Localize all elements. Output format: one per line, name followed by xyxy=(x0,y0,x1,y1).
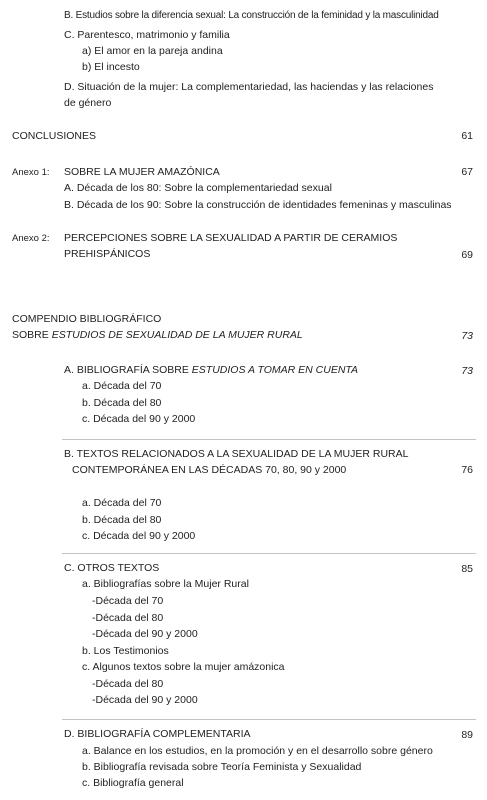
compendio-title-prefix: SOBRE xyxy=(12,329,52,341)
page-number-conclusiones: 61 xyxy=(461,130,473,142)
anexo2-title-line1: PERCEPCIONES SOBRE LA SEXUALIDAD A PARTIR DE CERAMIOS xyxy=(64,232,398,244)
section-a-item: a. Década del 70 xyxy=(82,380,162,392)
section-d-item: b. Bibliografía revisada sobre Teoría Feminista y Sexualidad xyxy=(82,761,362,773)
section-d-item: a. Balance en los estudios, en la promoción y en el desarrollo sobre género xyxy=(82,745,433,757)
toc-entry-c: C. Parentesco, matrimonio y familia xyxy=(64,29,230,41)
section-a-item: b. Década del 80 xyxy=(82,397,162,409)
section-a-title-prefix: A. BIBLIOGRAFÍA SOBRE xyxy=(64,364,192,376)
section-a-title xyxy=(64,364,358,377)
page-number-section-d: 89 xyxy=(461,729,473,741)
toc-subentry-cb: b) El incesto xyxy=(82,61,140,73)
section-c-item-a: a. Bibliografías sobre la Mujer Rural xyxy=(82,578,249,590)
divider xyxy=(62,719,476,720)
compendio-title-line1: COMPENDIO BIBLIOGRÁFICO xyxy=(12,313,162,325)
page-number-anexo1: 67 xyxy=(461,166,473,178)
anexo2-title-line2: PREHISPÁNICOS xyxy=(64,248,151,260)
section-b-item: c. Década del 90 y 2000 xyxy=(82,530,196,542)
section-c-title: C. OTROS TEXTOS xyxy=(64,562,160,574)
section-b-title-line1: B. TEXTOS RELACIONADOS A LA SEXUALIDAD DE LA MUJER RURAL xyxy=(64,448,409,460)
toc-entry-d-line2: de género xyxy=(64,97,112,109)
section-c-item-c: c. Algunos textos sobre la mujer amázonica xyxy=(82,661,285,673)
section-c-subitem: -Década del 80 xyxy=(92,678,164,690)
compendio-title-emphasis: ESTUDIOS DE SEXUALIDAD DE LA MUJER RURAL xyxy=(51,329,303,341)
toc-conclusiones: CONCLUSIONES xyxy=(12,130,97,142)
compendio-title-line2 xyxy=(12,329,303,342)
section-a-title-emphasis: ESTUDIOS A TOMAR EN CUENTA xyxy=(191,364,359,376)
section-d-item: c. Bibliografía general xyxy=(82,777,184,789)
section-a-item: c. Década del 90 y 2000 xyxy=(82,413,196,425)
page-number-section-b: 76 xyxy=(461,464,473,476)
toc-subentry-ca: a) El amor en la pareja andina xyxy=(82,45,223,57)
anexo1-prefix: Anexo 1: xyxy=(12,167,50,178)
divider xyxy=(62,553,476,554)
section-c-subitem: -Década del 80 xyxy=(92,612,164,624)
page-number-section-a: 73 xyxy=(461,365,473,377)
toc-entry-b: B. Estudios sobre la diferencia sexual: La construcción de la feminidad y la masculinidad xyxy=(64,10,439,21)
divider xyxy=(62,439,476,440)
section-c-item-b: b. Los Testimonios xyxy=(82,645,169,657)
section-b-item: b. Década del 80 xyxy=(82,514,162,526)
anexo1-item-b: B. Década de los 90: Sobre la construcción de identidades femeninas y masculinas xyxy=(64,199,452,211)
page-number-compendio: 73 xyxy=(461,330,473,342)
section-c-subitem: -Década del 90 y 2000 xyxy=(92,694,198,706)
section-c-subitem: -Década del 70 xyxy=(92,595,164,607)
anexo1-title: SOBRE LA MUJER AMAZÓNICA xyxy=(64,166,220,178)
anexo2-prefix: Anexo 2: xyxy=(12,233,50,244)
anexo1-item-a: A. Década de los 80: Sobre la complementariedad sexual xyxy=(64,182,332,194)
section-d-title: D. BIBLIOGRAFÍA COMPLEMENTARIA xyxy=(64,728,251,740)
page-number-section-c: 85 xyxy=(461,563,473,575)
section-c-subitem: -Década del 90 y 2000 xyxy=(92,628,198,640)
page-number-anexo2: 69 xyxy=(461,249,473,261)
toc-entry-d-line1: D. Situación de la mujer: La complementariedad, las haciendas y las relaciones xyxy=(64,81,434,93)
section-b-item: a. Década del 70 xyxy=(82,497,162,509)
section-b-title-line2: CONTEMPORÁNEA EN LAS DÉCADAS 70, 80, 90 y 2000 xyxy=(72,464,347,476)
